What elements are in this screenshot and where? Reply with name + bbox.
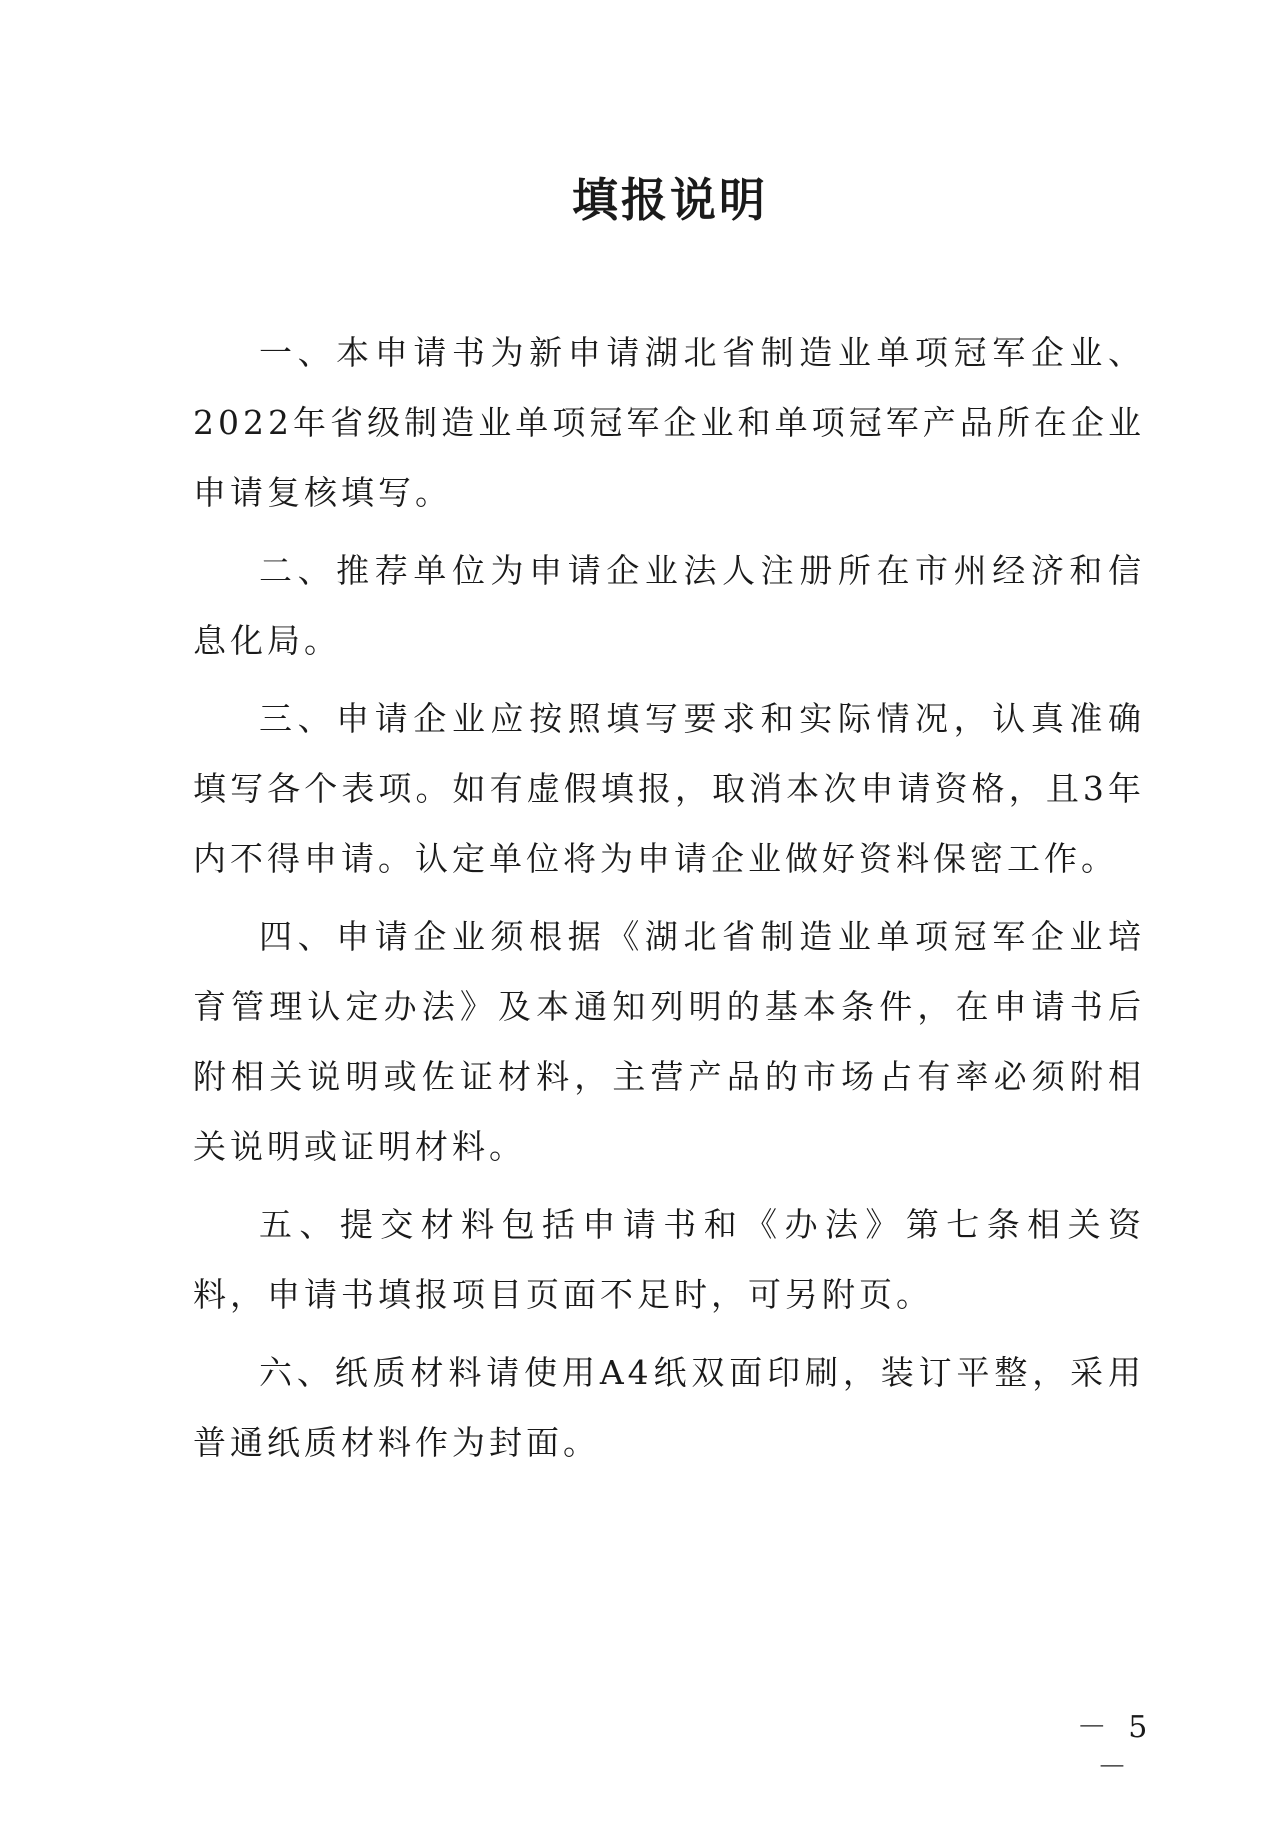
page-number: － 5 － bbox=[1076, 1710, 1154, 1785]
document-title: 填报说明 bbox=[572, 173, 768, 227]
paragraph-1: 一、本申请书为新申请湖北省制造业单项冠军企业、2022年省级制造业单项冠军企业和单项冠军产品所在企业申请复核填写。 bbox=[193, 333, 1145, 512]
document-body bbox=[193, 318, 1145, 1486]
paragraph-3: 三、申请企业应按照填写要求和实际情况，认真准确填写各个表项。如有虚假填报，取消本次申请资格，且3年内不得申请。认定单位将为申请企业做好资料保密工作。 bbox=[193, 699, 1145, 878]
paragraph-5: 五、提交材料包括申请书和《办法》第七条相关资料，申请书填报项目页面不足时，可另附页。 bbox=[193, 1205, 1145, 1314]
paragraph-4: 四、申请企业须根据《湖北省制造业单项冠军企业培育管理认定办法》及本通知列明的基本条件，在申请书后附相关说明或佐证材料，主营产品的市场占有率必须附相关说明或证明材料。 bbox=[193, 917, 1145, 1166]
paragraph-2: 二、推荐单位为申请企业法人注册所在市州经济和信息化局。 bbox=[193, 551, 1145, 660]
paragraph-6: 六、纸质材料请使用A4纸双面印刷，装订平整，采用普通纸质材料作为封面。 bbox=[193, 1353, 1145, 1462]
